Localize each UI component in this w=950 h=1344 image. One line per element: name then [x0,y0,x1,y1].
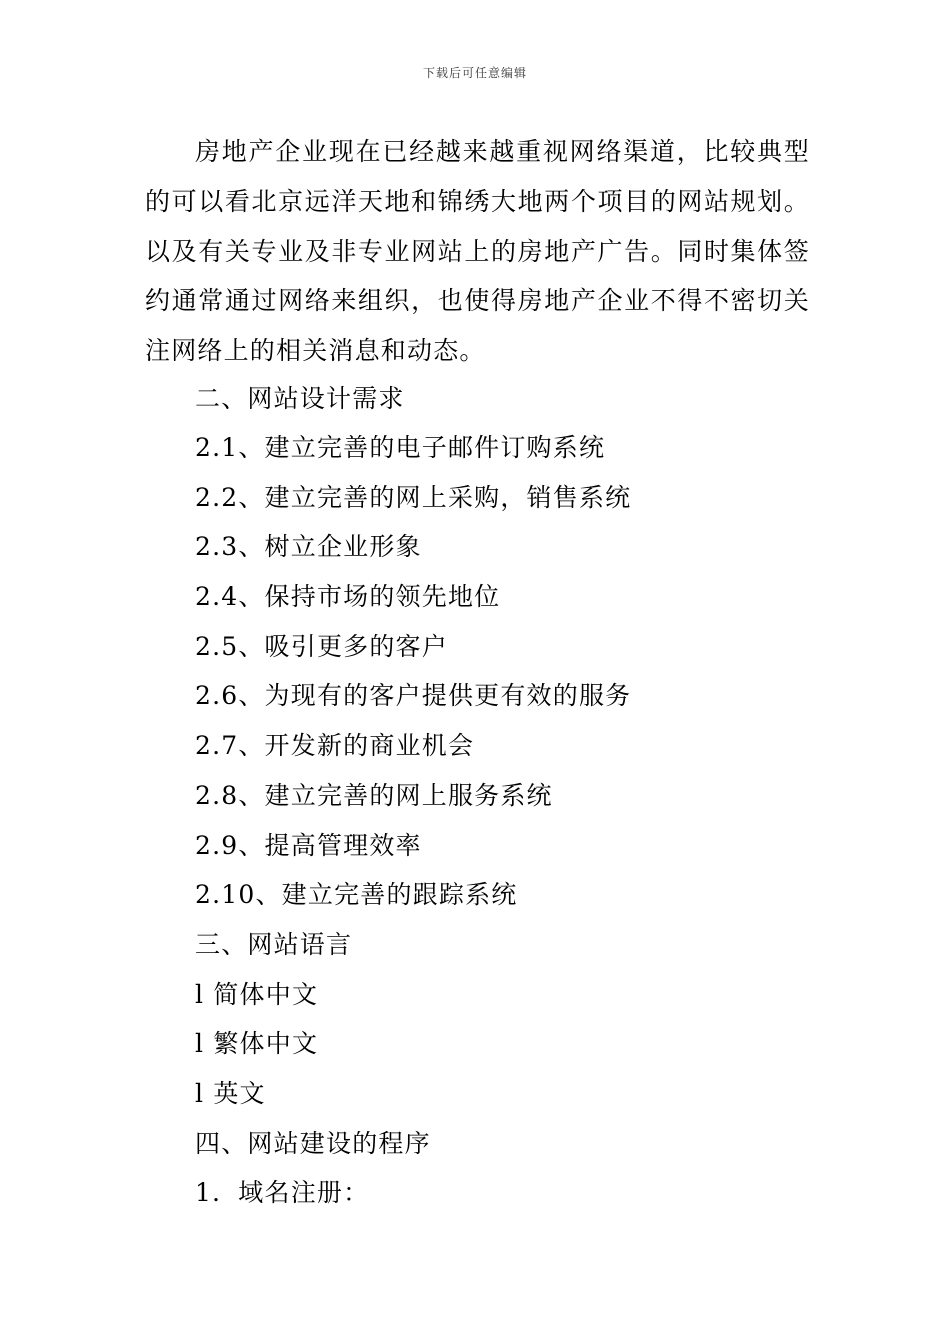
list-item: 2.8、建立完善的网上服务系统 [195,781,553,810]
list-item: 1．域名注册： [195,1178,370,1207]
list-item: l 繁体中文 [195,1029,319,1058]
list-item: 2.4、保持市场的领先地位 [195,582,501,611]
list-item: 2.5、吸引更多的客户 [195,632,448,661]
list-item: l 简体中文 [195,980,319,1009]
section-heading-site-language: 三、网站语言 [195,930,353,959]
header-note: 下载后可任意编辑 [422,66,527,80]
section-heading-build-procedure: 四、网站建设的程序 [195,1129,431,1158]
list-item: 2.7、开发新的商业机会 [195,731,475,760]
list-item: 2.3、树立企业形象 [195,532,422,561]
list-item: l 英文 [195,1079,266,1108]
list-item: 2.9、提高管理效率 [195,831,422,860]
list-item: 2.1、建立完善的电子邮件订购系统 [195,433,606,462]
intro-paragraph: 房地产企业现在已经越来越重视网络渠道，比较典型的可以看北京远洋天地和锦绣大地两个项目的网站规划。以及有关专业及非专业网站上的房地产广告。同时集体签约通常通过网络来组织，也使得房地产企业不得不密切关注网络上的相关消息和动态。 [145,137,810,366]
list-item: 2.10、建立完善的跟踪系统 [195,880,518,909]
list-item: 2.2、建立完善的网上采购，销售系统 [195,483,632,512]
list-item: 2.6、为现有的客户提供更有效的服务 [195,681,632,710]
section-heading-design-requirements: 二、网站设计需求 [195,384,405,413]
